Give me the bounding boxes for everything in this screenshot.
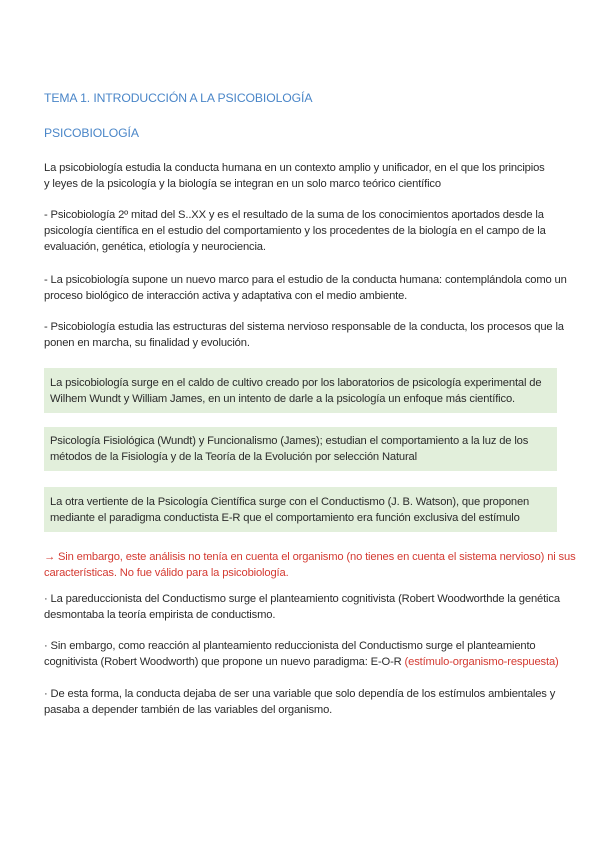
document-title: TEMA 1. INTRODUCCIÓN A LA PSICOBIOLOGÍA bbox=[44, 91, 313, 105]
note-limitation: → Sin embargo, este análisis no tenía en cuenta el organismo (no tienes en cuenta el sistema nervioso) ni sus características. No fue válido para la psicobiología. bbox=[44, 551, 576, 579]
bullet-cognitivism: · Sin embargo, como reacción al planteamiento reduccionista del Conductismo surge el planteamiento cognitivista (Robert Woodworth) que propone un nuevo paradigma: E-O-R (estímulo-organismo-respuesta) bbox=[44, 640, 559, 668]
section-title: PSICOBIOLOGÍA bbox=[44, 126, 139, 140]
bullet-conclusion: · De esta forma, la conducta dejaba de ser una variable que solo dependía de los estímulos ambientales y pasaba a depender también de las variables del organismo. bbox=[44, 688, 556, 716]
paragraph-intro: La psicobiología estudia la conducta humana en un contexto amplio y unificador, en el que los principios y leyes de la psicología y la biología se integran en un solo marco teórico científico bbox=[44, 162, 545, 190]
highlight-box-behaviorism: La otra vertiente de la Psicología Científica surge con el Conductismo (J. B. Watson), que proponen mediante el paradigma conductista E-R que el comportamiento era función exclusiva del estímulo bbox=[44, 487, 557, 532]
paragraph-structures: - Psicobiología estudia las estructuras del sistema nervioso responsable de la conducta, los procesos que la ponen en marcha, su finalidad y evolución. bbox=[44, 321, 564, 349]
highlight-box-physiology: Psicología Fisiológica (Wundt) y Funcionalismo (James); estudian el comportamiento a la luz de los métodos de la Fisiología y de la Teoría de la Evolución por selección Natural bbox=[44, 427, 557, 471]
paragraph-framework: - La psicobiología supone un nuevo marco para el estudio de la conducta humana: contemplándola como un proceso biológico de interacción activa y adaptativa con el medio ambiente. bbox=[44, 274, 567, 302]
bullet-reductionism: · La pareduccionista del Conductismo surge el planteamiento cognitivista (Robert Woodworthde la genética desmontaba la teoría empirista de conductismo. bbox=[44, 593, 560, 621]
eor-paradigm-highlight: (estímulo-organismo-respuesta) bbox=[404, 656, 559, 668]
highlight-box-origin: La psicobiología surge en el caldo de cultivo creado por los laboratorios de psicología experimental de Wilhem Wundt y William James, en un intento de darle a la psicología un enfoque más científico. bbox=[44, 368, 557, 413]
paragraph-history: - Psicobiología 2º mitad del S..XX y es el resultado de la suma de los conocimientos aportados desde la psicología científica en el estudio del comportamiento y los procedentes de la biología en el campo de la evaluación, genética, etiología y neurociencia. bbox=[44, 209, 546, 253]
